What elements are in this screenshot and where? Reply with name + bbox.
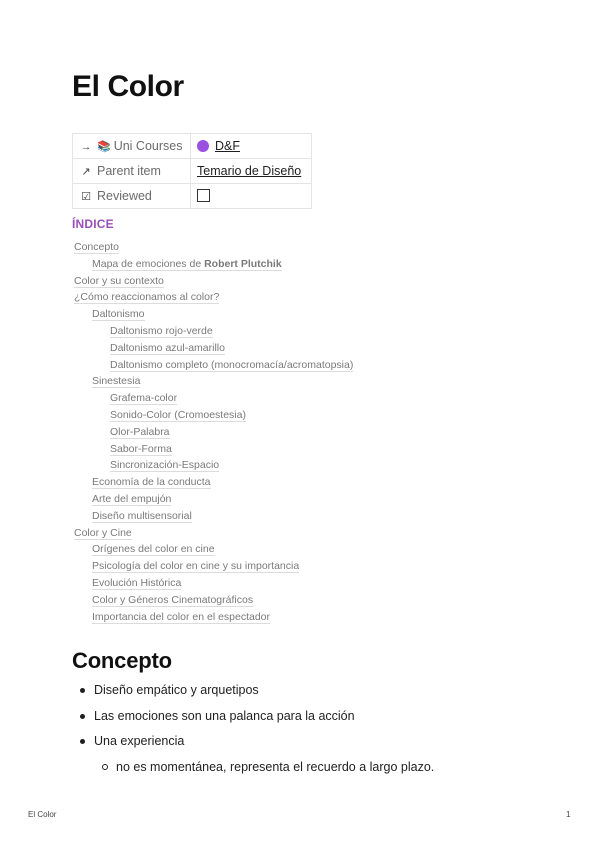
property-key-label: Reviewed bbox=[97, 189, 152, 203]
toc-item-link[interactable]: Color y su contexto bbox=[74, 274, 164, 287]
toc-item-link[interactable]: Economía de la conducta bbox=[92, 476, 211, 489]
property-value bbox=[191, 184, 312, 209]
properties-table bbox=[72, 133, 312, 209]
toc-item[interactable] bbox=[74, 340, 353, 357]
toc-item-link[interactable]: Olor-Palabra bbox=[110, 425, 170, 438]
toc-item-link[interactable]: Daltonismo azul-amarillo bbox=[110, 341, 225, 354]
property-value-link[interactable]: Temario de Diseño bbox=[197, 164, 302, 178]
toc-item-link[interactable]: Daltonismo rojo-verde bbox=[110, 324, 213, 337]
bullet-item: Las emociones son una palanca para la acción bbox=[80, 707, 434, 733]
arrow-up-right-icon: ↗ bbox=[81, 166, 91, 178]
toc-item-link[interactable]: Sonido-Color (Cromoestesia) bbox=[110, 408, 246, 421]
toc-item-link[interactable]: Orígenes del color en cine bbox=[92, 543, 215, 556]
toc-item[interactable] bbox=[74, 441, 353, 458]
books-icon: 📚 bbox=[97, 141, 111, 153]
footer-doc-title: El Color bbox=[28, 810, 57, 819]
toc-item-link[interactable]: Sinestesia bbox=[92, 375, 141, 388]
toc-item[interactable] bbox=[74, 474, 353, 491]
toc-item[interactable] bbox=[74, 373, 353, 390]
toc-item[interactable] bbox=[74, 558, 353, 575]
toc-item-link[interactable]: Daltonismo completo (monocromacía/acromatopsia) bbox=[110, 358, 354, 371]
section-title: Concepto bbox=[72, 648, 172, 673]
toc-item-link[interactable]: ¿Cómo reaccionamos al color? bbox=[74, 291, 220, 304]
arrow-right-icon: → bbox=[80, 141, 92, 153]
toc-item-link[interactable]: Diseño multisensorial bbox=[92, 509, 192, 522]
footer-page-number: 1 bbox=[566, 810, 571, 819]
property-key-label: Parent item bbox=[97, 164, 161, 178]
toc-item-link[interactable]: Concepto bbox=[74, 241, 119, 253]
property-row bbox=[73, 159, 312, 184]
toc-item-link[interactable]: Sincronización-Espacio bbox=[110, 459, 220, 472]
toc-item[interactable] bbox=[74, 424, 353, 441]
property-key bbox=[73, 134, 191, 159]
toc-item-link[interactable]: Sabor-Forma bbox=[110, 442, 172, 455]
property-row bbox=[73, 134, 312, 159]
toc-item[interactable] bbox=[74, 609, 353, 626]
bullet-item: Diseño empático y arquetipos bbox=[80, 681, 434, 707]
property-key-label: Uni Courses bbox=[113, 139, 183, 153]
toc-item-link[interactable]: Arte del empujón bbox=[92, 492, 172, 505]
reviewed-checkbox[interactable] bbox=[197, 189, 210, 202]
toc-item[interactable] bbox=[74, 592, 353, 609]
property-value bbox=[191, 159, 312, 184]
toc-item[interactable] bbox=[74, 357, 353, 374]
toc-item[interactable] bbox=[74, 239, 353, 256]
table-of-contents bbox=[74, 239, 353, 625]
page-title: El Color bbox=[72, 70, 184, 103]
toc-item[interactable] bbox=[74, 273, 353, 290]
toc-item-link[interactable]: Daltonismo bbox=[92, 308, 145, 321]
toc-item[interactable] bbox=[74, 457, 353, 474]
toc-item[interactable] bbox=[74, 525, 353, 542]
bullet-list bbox=[80, 681, 434, 783]
toc-item[interactable] bbox=[74, 407, 353, 424]
toc-item-link[interactable]: Evolución Histórica bbox=[92, 576, 182, 589]
toc-item-link[interactable]: Importancia del color en el espectador bbox=[92, 610, 271, 623]
toc-item[interactable] bbox=[74, 323, 353, 340]
bullet-item: Una experiencia bbox=[80, 732, 434, 758]
toc-item-link[interactable]: Mapa de emociones de Robert Plutchik bbox=[92, 257, 282, 270]
toc-item[interactable] bbox=[74, 541, 353, 558]
toc-item-link[interactable]: Psicología del color en cine y su importancia bbox=[92, 560, 300, 573]
property-value-link[interactable]: D&F bbox=[215, 139, 240, 153]
checkbox-icon: ☑ bbox=[81, 191, 91, 203]
toc-item[interactable] bbox=[74, 306, 353, 323]
tag-dot-icon bbox=[197, 140, 209, 152]
toc-item-link[interactable]: Grafema-color bbox=[110, 392, 178, 405]
sub-bullet-item: no es momentánea, representa el recuerdo a largo plazo. bbox=[80, 758, 434, 784]
property-value bbox=[191, 134, 312, 159]
toc-item-link[interactable]: Color y Cine bbox=[74, 526, 132, 539]
toc-heading: ÍNDICE bbox=[72, 217, 114, 231]
toc-item[interactable] bbox=[74, 289, 353, 306]
property-row bbox=[73, 184, 312, 209]
toc-item[interactable] bbox=[74, 575, 353, 592]
toc-item-link[interactable]: Color y Géneros Cinematográficos bbox=[92, 593, 254, 606]
toc-item[interactable] bbox=[74, 256, 353, 273]
toc-item[interactable] bbox=[74, 491, 353, 508]
property-key bbox=[73, 159, 191, 184]
property-key bbox=[73, 184, 191, 209]
toc-item[interactable] bbox=[74, 508, 353, 525]
toc-item[interactable] bbox=[74, 390, 353, 407]
toc-item-bold: Robert Plutchik bbox=[204, 257, 282, 270]
